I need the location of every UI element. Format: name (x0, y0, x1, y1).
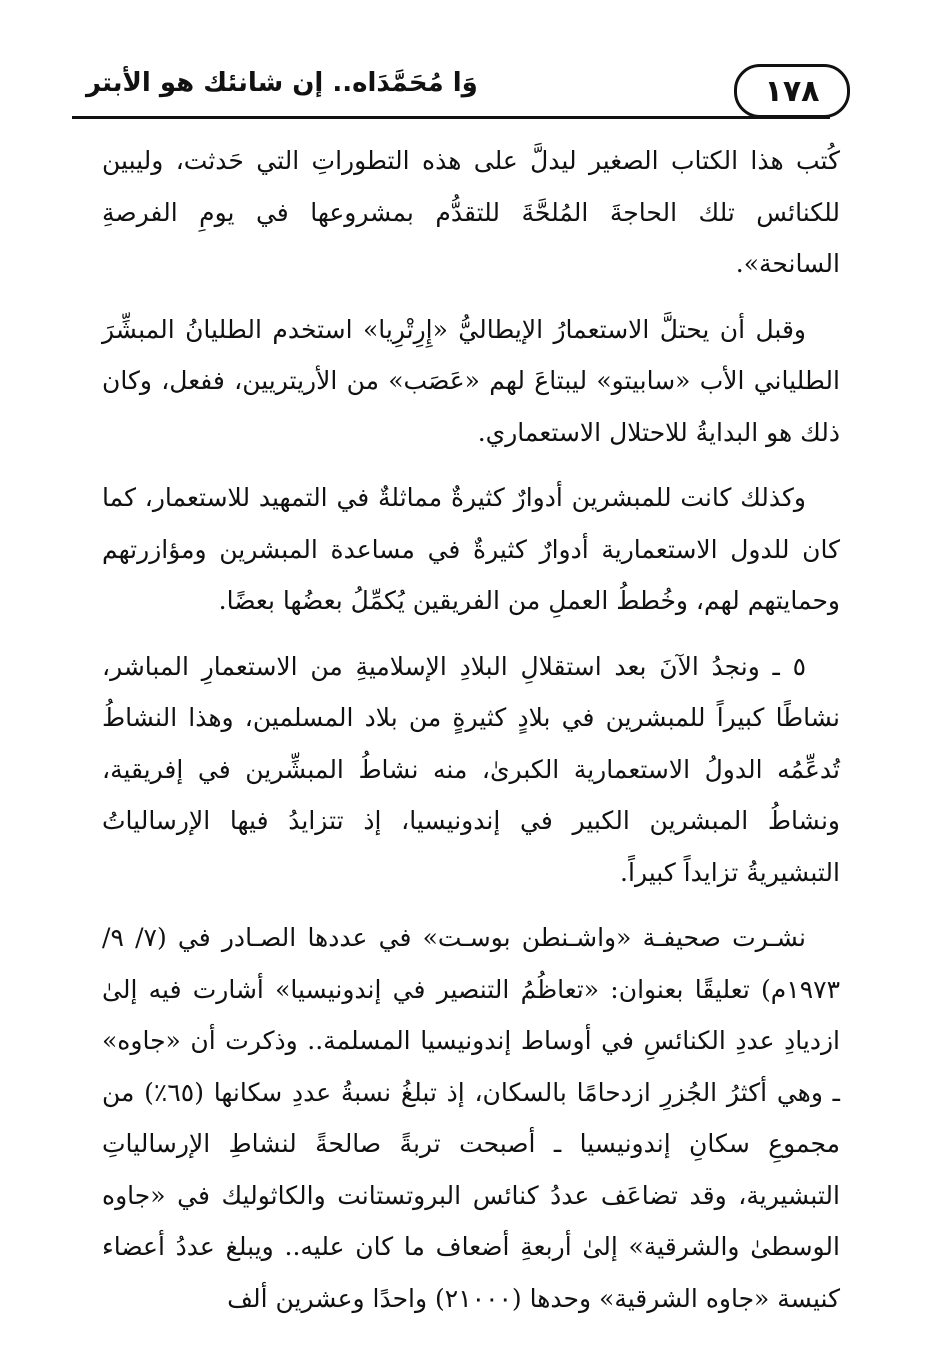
header-rule (72, 116, 830, 119)
paragraph-1: كُتب هذا الكتاب الصغير ليدلَّ على هذه التطوراتِ التي حَدثت، وليبين للكنائس تلك الحاجةَ المُلحَّةَ للتقدُّم بمشروعها في يومِ الفرصةِ السانحة». (102, 146, 840, 278)
running-title: وَا مُحَمَّدَاه.. إن شانئك هو الأبتر (86, 68, 478, 98)
page-number: ١٧٨ (734, 64, 850, 118)
page-header (72, 58, 850, 120)
paragraph-5: نشـرت صحيفـة «واشـنطن بوسـت» في عددها الصـادر في (٧/ ٩/ ١٩٧٣م) تعليقًا بعنوان: «تعاظُمُ التنصير في إندونيسيا» أشارت فيه إلىٰ ازديادِ عددِ الكنائسِ في أوساط إندونيسيا المسلمة.. وذكرت أن «جاوه» ـ وهي أكثرُ الجُزرِ ازدحامًا بالسكان، إذ تبلغُ نسبةُ عددِ سكانها (٦٥٪) من مجموعِ سكانِ إندونيسيا ـ أصبحت تربةً صالحةً لنشاطِ الإرسالياتِ التبشيرية، وقد تضاعَف عددُ كنائس البروتستانت والكاثوليك في «جاوه الوسطىٰ والشرقية» إلىٰ أربعةِ أضعاف ما كان عليه.. ويبلغ عددُ أعضاء كنيسة «جاوه الشرقية» وحدها (٢١٠٠٠) واحدًا وعشرين ألف (102, 923, 840, 1313)
body-text (102, 135, 840, 1324)
paragraph-3: وكذلك كانت للمبشرين أدوارٌ كثيرةٌ مماثلةٌ في التمهيد للاستعمار، كما كان للدول الاستعمارية أدوارٌ كثيرةٌ في مساعدة المبشرين ومؤازرتهم وحمايتهم لهم، وخُططُ العملِ من الفريقين يُكمِّلُ بعضُها بعضًا. (102, 483, 840, 615)
paragraph-4: ٥ ـ ونجدُ الآنَ بعد استقلالِ البلادِ الإسلاميةِ من الاستعمارِ المباشر، نشاطًا كبيراً للمبشرين في بلادٍ كثيرةٍ من بلاد المسلمين، وهذا النشاطُ تُدعِّمُه الدولُ الاستعمارية الكبرىٰ، منه نشاطُ المبشِّرين في إفريقية، ونشاطُ المبشرين الكبير في إندونيسيا، إذ تتزايدُ فيها الإرسالياتُ التبشيريةُ تزايداً كبيراً. (102, 651, 840, 887)
paragraph-2: وقبل أن يحتلَّ الاستعمارُ الإيطاليُّ «إِرِتْرِيا» استخدم الطليانُ المبشِّرَ الطلياني الأب «سابيتو» ليبتاعَ لهم «عَصَب» من الأريتريين، ففعل، وكان ذلك هو البدايةُ للاحتلال الاستعماري. (102, 314, 840, 447)
